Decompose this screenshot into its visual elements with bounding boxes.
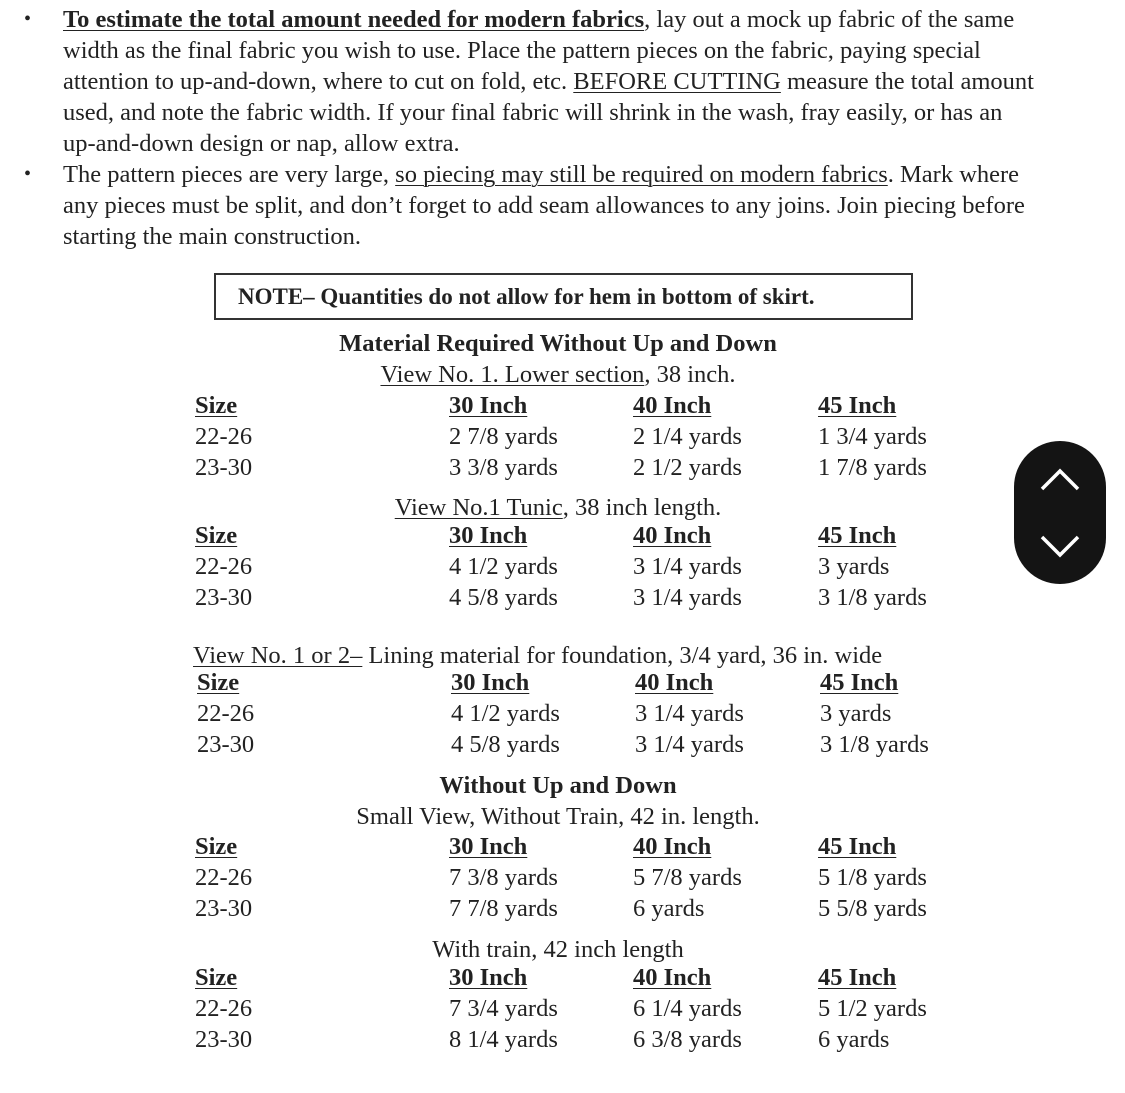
paragraph-line xyxy=(63,159,1019,190)
paragraph-line xyxy=(63,190,1025,221)
column-header: 30 Inch xyxy=(449,833,528,860)
column-header: 30 Inch xyxy=(449,392,528,419)
table-cell: 3 3/8 yards xyxy=(449,454,558,481)
text-segment: width as the final fabric you wish to use. Place the pattern pieces on the fabric, paying special xyxy=(63,37,981,64)
table-cell: 5 5/8 yards xyxy=(818,895,927,922)
table-cell: 3 1/4 yards xyxy=(633,584,742,611)
column-header: 45 Inch xyxy=(818,522,897,549)
table-cell: 22-26 xyxy=(197,700,255,727)
table-cell: 4 5/8 yards xyxy=(449,584,558,611)
text-segment: up-and-down design or nap, allow extra. xyxy=(63,130,460,157)
small-view-heading: Small View, Without Train, 42 in. length. xyxy=(356,803,760,830)
table-cell: 3 1/8 yards xyxy=(818,584,927,611)
table-cell: 7 7/8 yards xyxy=(449,895,558,922)
tunic-link: View No.1 Tunic xyxy=(394,494,563,521)
text-segment: . Mark where xyxy=(887,161,1020,188)
column-header: 40 Inch xyxy=(635,669,714,696)
table-cell: 3 1/4 yards xyxy=(635,731,744,758)
column-header: Size xyxy=(195,964,238,991)
lining-heading xyxy=(193,640,882,671)
column-header: 30 Inch xyxy=(449,522,528,549)
text-segment: starting the main construction. xyxy=(63,223,362,250)
table-cell: 23-30 xyxy=(195,584,253,611)
column-header: 45 Inch xyxy=(820,669,899,696)
column-header: Size xyxy=(195,833,238,860)
lining-link: View No. 1 or 2– xyxy=(193,642,363,669)
table-cell: 4 5/8 yards xyxy=(451,731,560,758)
table-cell: 3 yards xyxy=(818,553,890,580)
text-segment: To estimate the total amount needed for modern fabrics xyxy=(63,6,645,33)
column-header: 40 Inch xyxy=(633,833,712,860)
table-cell: 5 7/8 yards xyxy=(633,864,742,891)
table-cell: 23-30 xyxy=(195,895,253,922)
material-title: Material Required Without Up and Down xyxy=(339,330,777,357)
table-cell: 2 1/2 yards xyxy=(633,454,742,481)
table-cell: 3 1/4 yards xyxy=(635,700,744,727)
column-header: Size xyxy=(195,522,238,549)
view1-lower-heading xyxy=(380,359,735,390)
table-cell: 23-30 xyxy=(195,1026,253,1053)
page-navigation-control[interactable] xyxy=(1014,441,1106,584)
view1-lower-link: View No. 1. Lower section xyxy=(380,361,645,388)
paragraph-line xyxy=(63,97,1002,128)
table-cell: 6 yards xyxy=(818,1026,890,1053)
tunic-rest: , 38 inch length. xyxy=(562,494,722,521)
chevron-up-icon[interactable] xyxy=(1038,465,1082,493)
column-header: 45 Inch xyxy=(818,964,897,991)
view1-lower-rest: , 38 inch. xyxy=(644,361,736,388)
table-cell: 1 3/4 yards xyxy=(818,423,927,450)
column-header: 45 Inch xyxy=(818,392,897,419)
text-segment: BEFORE CUTTING xyxy=(573,68,781,95)
paragraph-line xyxy=(63,128,460,159)
table-cell: 23-30 xyxy=(197,731,255,758)
text-segment: attention to up-and-down, where to cut on fold, etc. xyxy=(63,68,574,95)
paragraph-line xyxy=(63,35,981,66)
paragraph-line xyxy=(63,66,1034,97)
tunic-heading xyxy=(395,492,722,523)
text-segment: any pieces must be split, and don’t forget to add seam allowances to any joins. Join piecing before xyxy=(63,192,1025,219)
text-segment: The pattern pieces are very large, xyxy=(63,161,396,188)
table-cell: 2 7/8 yards xyxy=(449,423,558,450)
table-cell: 7 3/8 yards xyxy=(449,864,558,891)
table-cell: 3 1/8 yards xyxy=(820,731,929,758)
table-cell: 8 1/4 yards xyxy=(449,1026,558,1053)
table-cell: 1 7/8 yards xyxy=(818,454,927,481)
table-cell: 4 1/2 yards xyxy=(451,700,560,727)
bullet-icon: • xyxy=(24,163,32,185)
column-header: 40 Inch xyxy=(633,522,712,549)
column-header: 30 Inch xyxy=(451,669,530,696)
column-header: Size xyxy=(195,392,238,419)
text-segment: , lay out a mock up fabric of the same xyxy=(644,6,1015,33)
table-cell: 5 1/8 yards xyxy=(818,864,927,891)
table-cell: 7 3/4 yards xyxy=(449,995,558,1022)
with-train-heading: With train, 42 inch length xyxy=(432,936,684,963)
text-segment: measure the total amount xyxy=(780,68,1034,95)
column-header: 40 Inch xyxy=(633,392,712,419)
note-box: NOTE– Quantities do not allow for hem in bottom of skirt. xyxy=(214,273,913,320)
table-cell: 4 1/2 yards xyxy=(449,553,558,580)
text-segment: so piecing may still be required on modern fabrics xyxy=(395,161,888,188)
text-segment: used, and note the fabric width. If your final fabric will shrink in the wash, fray easily, or has an xyxy=(63,99,1003,126)
table-cell: 2 1/4 yards xyxy=(633,423,742,450)
table-cell: 22-26 xyxy=(195,423,253,450)
table-cell: 23-30 xyxy=(195,454,253,481)
column-header: 30 Inch xyxy=(449,964,528,991)
without-title: Without Up and Down xyxy=(439,772,677,799)
table-cell: 22-26 xyxy=(195,864,253,891)
chevron-down-icon[interactable] xyxy=(1038,533,1082,561)
table-cell: 6 3/8 yards xyxy=(633,1026,742,1053)
bullet-icon: • xyxy=(24,8,32,30)
table-cell: 6 1/4 yards xyxy=(633,995,742,1022)
paragraph-line xyxy=(63,221,361,252)
table-cell: 3 1/4 yards xyxy=(633,553,742,580)
table-cell: 3 yards xyxy=(820,700,892,727)
paragraph-line xyxy=(63,4,1014,35)
column-header: 45 Inch xyxy=(818,833,897,860)
column-header: Size xyxy=(197,669,240,696)
lining-rest: Lining material for foundation, 3/4 yard, 36 in. wide xyxy=(362,642,883,669)
table-cell: 22-26 xyxy=(195,995,253,1022)
table-cell: 22-26 xyxy=(195,553,253,580)
column-header: 40 Inch xyxy=(633,964,712,991)
table-cell: 6 yards xyxy=(633,895,705,922)
table-cell: 5 1/2 yards xyxy=(818,995,927,1022)
